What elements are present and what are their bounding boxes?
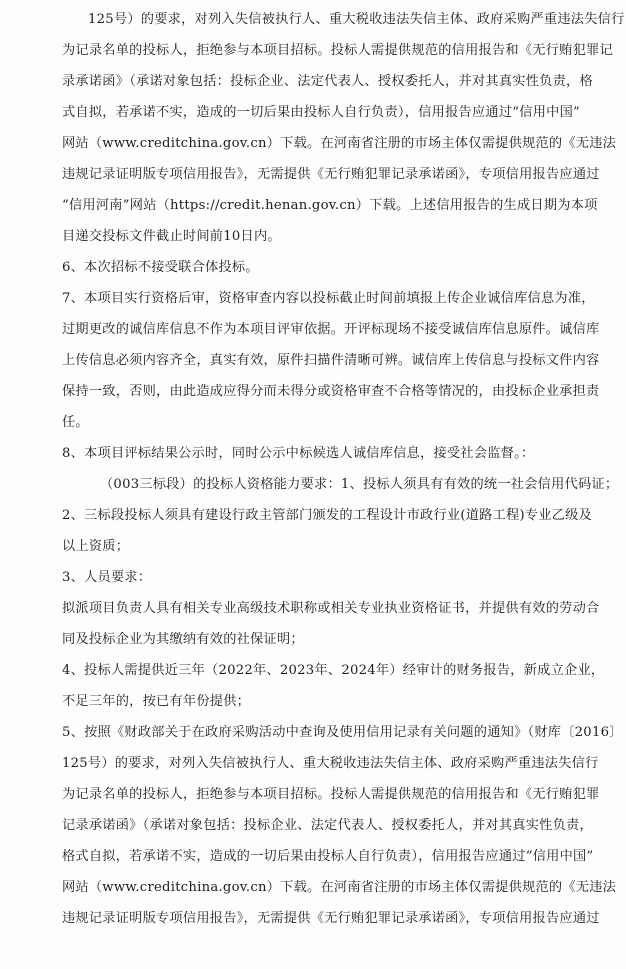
text-line-10: 7、本项目实行资格后审，资格审查内容以投标截止时间前填报上传企业诚信库信息为准， [62, 291, 595, 306]
text-line-19: 3、人员要求： [62, 570, 152, 585]
text-line-17: 2、三标段投标人须具有建设行政主管部门颁发的工程设计市政行业(道路工程)专业乙级及 [62, 508, 593, 523]
text-line-3: 录承诺函》（承诺对象包括：投标企业、法定代表人、授权委托人，并对其真实性负责，格 [62, 74, 593, 89]
text-line-23: 不足三年的，按已有年份提供； [62, 694, 251, 709]
text-line-11: 过期更改的诚信库信息不作为本项目评审依据。开评标现场不接受诚信库信息原件。诚信库 [62, 322, 600, 337]
text-line-5: 网站（www.creditchina.gov.cn）下载。在河南省注册的市场主体仅需提供规范的《无违法 [62, 136, 617, 151]
text-line-27: 记录承诺函》（承诺对象包括：投标企业、法定代表人、授权委托人，并对其真实性负责， [62, 818, 593, 833]
text-line-13: 保持一致，否则，由此造成应得分而未得分或资格审查不合格等情况的，由投标企业承担责 [62, 384, 600, 399]
text-line-18: 以上资质； [62, 539, 130, 554]
text-line-30: 违规记录证明版专项信用报告》，无需提供《无行贿犯罪记录承诺函》，专项信用报告应通过 [62, 911, 600, 926]
text-line-25: 125号）的要求，对列入失信被执行人、重大税收违法失信主体、政府采购严重违法失信行 [62, 756, 599, 771]
text-line-24: 5、按照《财政部关于在政府采购活动中查询及使用信用记录有关问题的通知》（财库〔2016〕 [62, 725, 623, 740]
text-line-22: 4、投标人需提供近三年（2022年、2023年、2024年）经审计的财务报告，新成立企业， [62, 663, 605, 678]
text-line-16: （003三标段）的投标人资格能力要求：1、投标人须具有有效的统一社会信用代码证； [100, 477, 619, 492]
text-line-12: 上传信息必须内容齐全，真实有效，原件扫描件清晰可辨。诚信库上传信息与投标文件内容 [62, 353, 600, 368]
text-line-26: 为记录名单的投标人，拒绝参与本项目招标。投标人需提供规范的信用报告和《无行贿犯罪 [62, 787, 600, 802]
text-line-7: “信用河南”网站（https://credit.henan.gov.cn）下载。上述信用报告的生成日期为本项 [62, 198, 598, 213]
text-line-8: 目递交投标文件截止时间前10日内。 [62, 229, 281, 244]
text-line-4: 式自拟，若承诺不实，造成的一切后果由投标人自行负责），信用报告应通过“信用中国” [62, 105, 581, 120]
text-line-28: 格式自拟，若承诺不实，造成的一切后果由投标人自行负责），信用报告应通过“信用中国” [62, 849, 594, 864]
text-line-15: 8、本项目评标结果公示时，同时公示中标候选人诚信库信息，接受社会监督。： [62, 446, 535, 461]
text-line-14: 任。 [62, 415, 89, 430]
text-line-21: 同及投标企业为其缴纳有效的社保证明； [62, 632, 304, 647]
text-line-29: 网站（www.creditchina.gov.cn）下载。在河南省注册的市场主体仅需提供规范的《无违法 [62, 880, 617, 895]
text-line-9: 6、本次招标不接受联合体投标。 [62, 260, 259, 275]
text-line-20: 拟派项目负责人具有相关专业高级技术职称或相关专业执业资格证书，并提供有效的劳动合 [62, 601, 600, 616]
text-line-6: 违规记录证明版专项信用报告》，无需提供《无行贿犯罪记录承诺函》，专项信用报告应通过 [62, 167, 600, 182]
text-line-1: 125号）的要求，对列入失信被执行人、重大税收违法失信主体、政府采购严重违法失信行 [88, 12, 625, 27]
text-line-2: 为记录名单的投标人，拒绝参与本项目招标。投标人需提供规范的信用报告和《无行贿犯罪记 [62, 43, 613, 58]
